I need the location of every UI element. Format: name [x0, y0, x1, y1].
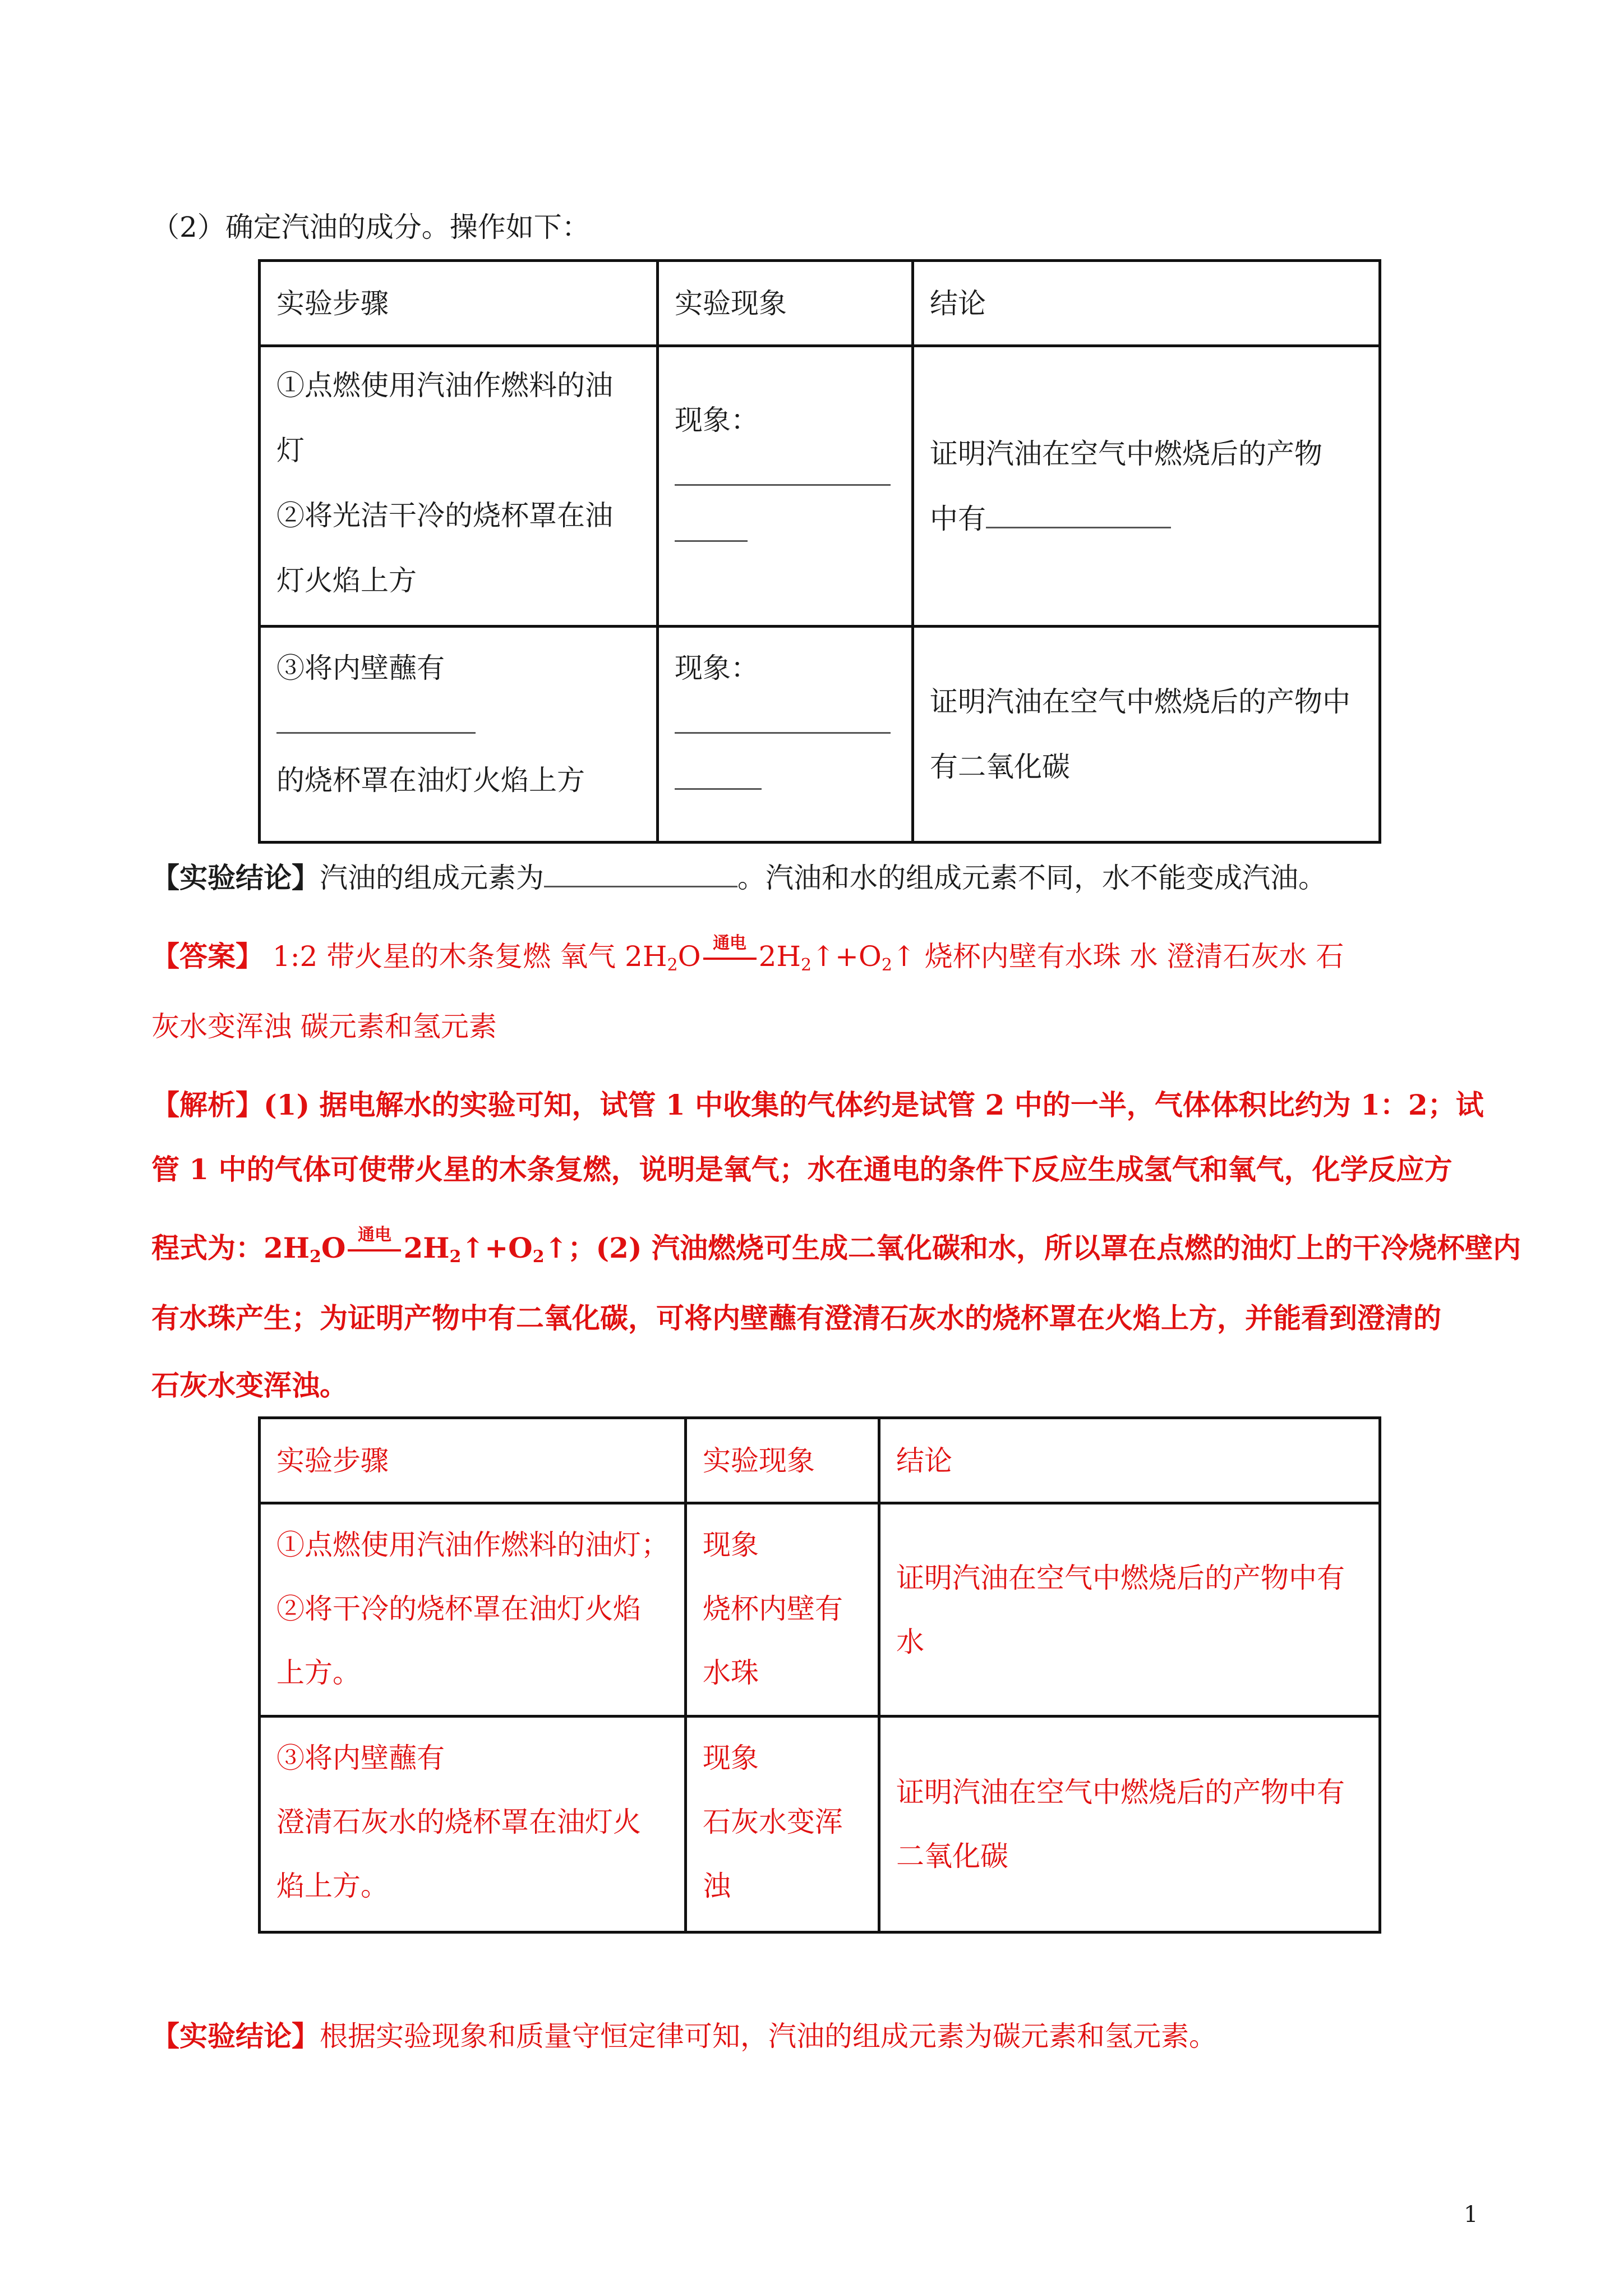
final-conclusion: 【实验结论】根据实验现象和质量守恒定律可知，汽油的组成元素为碳元素和氢元素。: [151, 2019, 1217, 2053]
table2-row1-steps: ①点燃使用汽油作燃料的油灯； ②将干冷的烧杯罩在油灯火焰 上方。: [260, 1503, 686, 1717]
reaction-condition-arrow: 通电: [348, 1249, 401, 1251]
table2-header-steps: 实验步骤: [260, 1418, 686, 1503]
table1-row2-steps: ③将内壁蘸有 的烧杯罩在油灯火焰上方: [260, 627, 658, 843]
table2-row1-conclusion: 证明汽油在空气中燃烧后的产物中有 水: [879, 1503, 1380, 1717]
table1-header-phenomenon: 实验现象: [658, 261, 913, 346]
table1-row1-steps: ①点燃使用汽油作燃料的油 灯 ②将光洁干冷的烧杯罩在油 灯火焰上方: [260, 346, 658, 627]
table2-row2-steps: ③将内壁蘸有 澄清石灰水的烧杯罩在油灯火 焰上方。: [260, 1717, 686, 1932]
analysis-line-5: 石灰水变浑浊。: [151, 1369, 348, 1402]
table2-row2-conclusion: 证明汽油在空气中燃烧后的产物中有 二氧化碳: [879, 1717, 1380, 1932]
table1-header-conclusion: 结论: [913, 261, 1380, 346]
table1-header-steps: 实验步骤: [260, 261, 658, 346]
analysis-line-3: 程式为：$2H_2O$ 通电 $2H_2↑+O_2↑$；(2) 汽油燃烧可生成二氧化碳和水，所以罩在点燃的油灯上的干冷烧杯壁内: [151, 1225, 1521, 1267]
answer-line-2: 灰水变浑浊 碳元素和氢元素: [151, 1010, 497, 1043]
table2-row1-phenomenon: 现象 烧杯内壁有 水珠: [686, 1503, 879, 1717]
table2-header-phenomenon: 实验现象: [686, 1418, 879, 1503]
answer-blank[interactable]: [675, 462, 891, 486]
intro-line: （2）确定汽油的成分。操作如下：: [151, 211, 590, 243]
answer-blank[interactable]: [675, 766, 762, 790]
reaction-condition-arrow: 通电: [703, 958, 757, 960]
table2-row2-phenomenon: 现象 石灰水变浑 浊: [686, 1717, 879, 1932]
answer-blank[interactable]: [675, 710, 891, 734]
answer-blank[interactable]: [986, 504, 1171, 528]
analysis-line-4: 有水珠产生；为证明产物中有二氧化碳，可将内壁蘸有澄清石灰水的烧杯罩在火焰上方，并能看到澄清的: [151, 1301, 1441, 1335]
table2-header-conclusion: 结论: [879, 1418, 1380, 1503]
analysis-line-1: 【解析】(1) 据电解水的实验可知，试管 1 中收集的气体约是试管 2 中的一半，气体体积比约为 1：2；试: [151, 1088, 1484, 1121]
table1-row1-conclusion: 证明汽油在空气中燃烧后的产物 中有: [913, 346, 1380, 627]
page-number: 1: [1464, 2202, 1478, 2228]
answer-blank[interactable]: [675, 518, 748, 542]
table-experiment-blank: [258, 259, 1381, 844]
table1-row1-phenomenon: 现象：: [658, 346, 913, 627]
answer-blank[interactable]: [276, 710, 476, 734]
table1-row2-phenomenon: 现象：: [658, 627, 913, 843]
answer-blank[interactable]: [544, 863, 737, 887]
analysis-line-2: 管 1 中的气体可使带火星的木条复燃，说明是氧气；水在通电的条件下反应生成氢气和氧气，化学反应方: [151, 1153, 1453, 1186]
answer-line-1: 【答案】 1:2 带火星的木条复燃 氧气 $2H_2O$ 通电 $2H_2↑+O_2↑$ 烧杯内壁有水珠 水 澄清石灰水 石: [151, 933, 1344, 975]
experiment-conclusion-question: 【实验结论】汽油的组成元素为 。汽油和水的组成元素不同，水不能变成汽油。: [151, 861, 1326, 894]
table-experiment-answer: [258, 1416, 1381, 1934]
table1-row2-conclusion: 证明汽油在空气中燃烧后的产物中 有二氧化碳: [913, 627, 1380, 843]
